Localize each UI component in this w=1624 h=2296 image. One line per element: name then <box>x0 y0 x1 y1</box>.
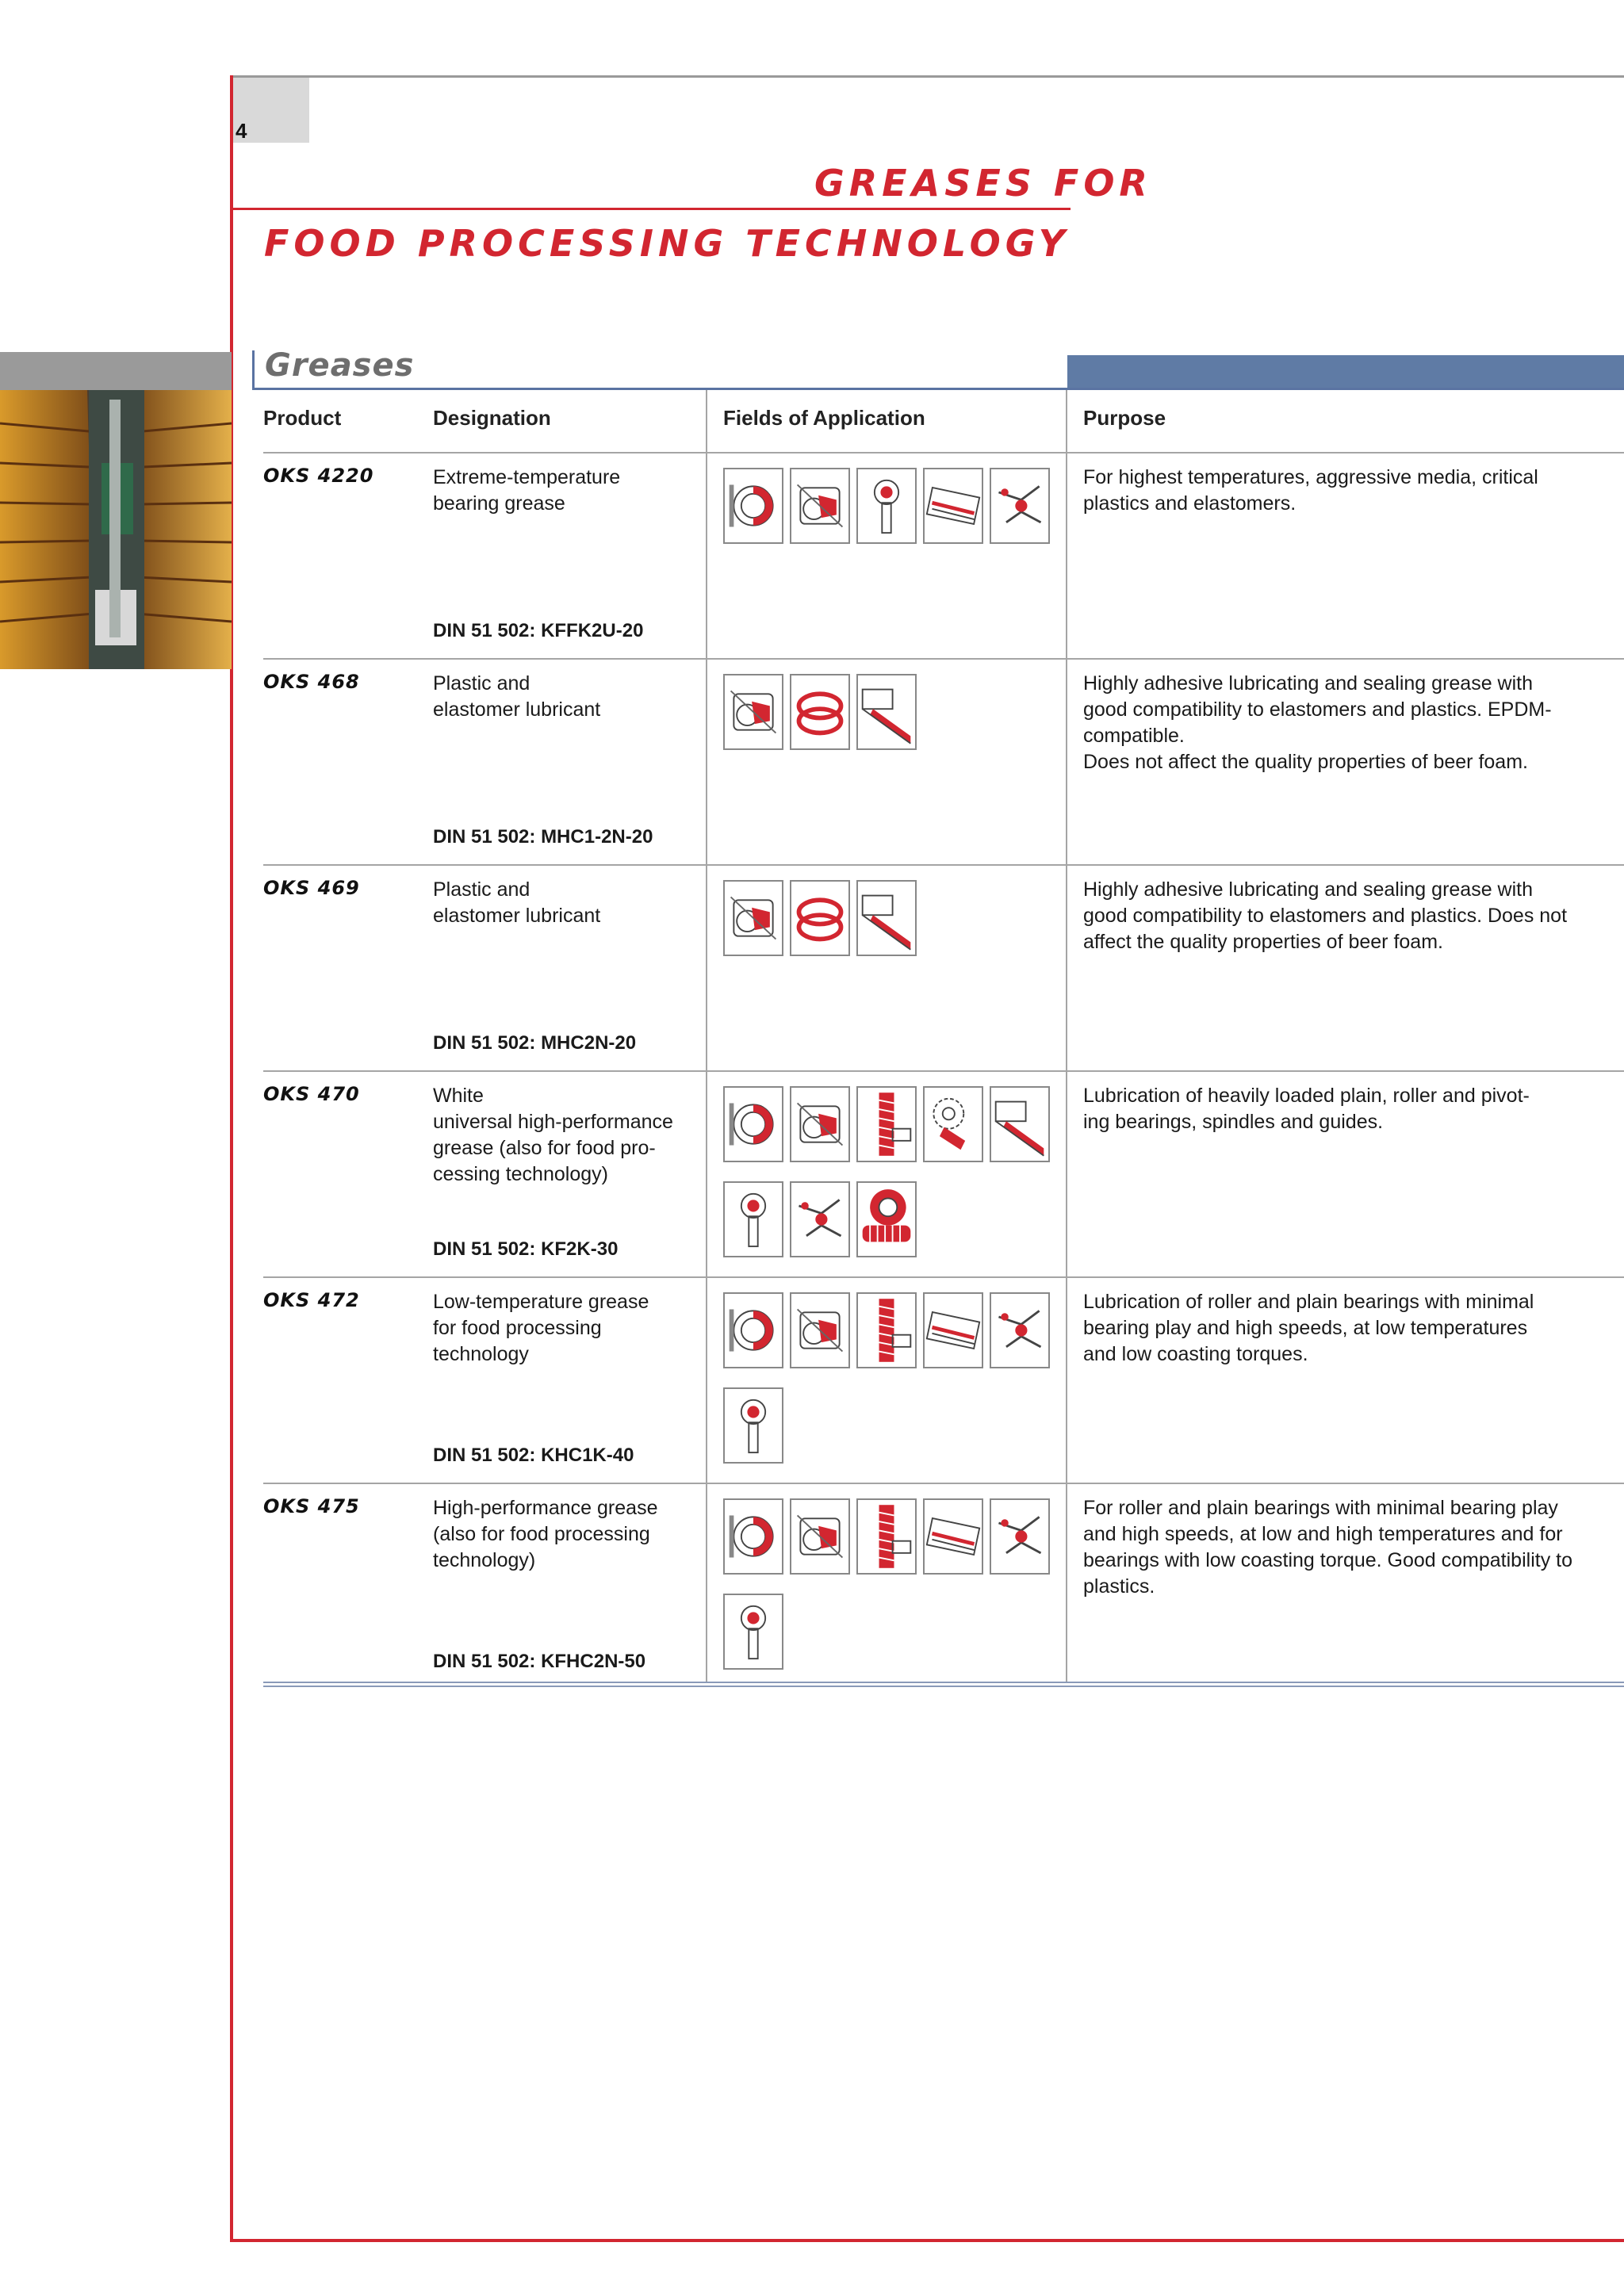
product-name: OKS 469 <box>263 877 360 899</box>
product-designation: Plastic and elastomer lubricant <box>433 672 601 721</box>
product-designation: White universal high-performance grease (also for food pro- cessing technology) <box>433 1085 673 1185</box>
rod-end-icon <box>723 1594 783 1670</box>
warehouse-photo <box>0 352 232 669</box>
joint-icon <box>790 1181 850 1257</box>
table-row <box>263 658 1624 864</box>
product-name: OKS 470 <box>263 1083 360 1105</box>
section-title: Greases <box>265 347 415 384</box>
din-code: DIN 51 502: KHC1K-40 <box>433 1445 634 1466</box>
plain-bearing-icon <box>790 1292 850 1368</box>
din-code: DIN 51 502: KFHC2N-50 <box>433 1651 646 1672</box>
spindle-icon <box>856 1292 917 1368</box>
worm-gear-icon <box>856 1181 917 1257</box>
o-ring-icon <box>790 880 850 956</box>
header-purpose: Purpose <box>1083 406 1166 430</box>
chain-icon <box>923 468 983 544</box>
product-purpose: Highly adhesive lubricating and sealing grease with good compatibility to elastomers and plastics. EPDM- compatible. Does not affect the quality properties of beer foam. <box>1083 672 1552 773</box>
din-code: DIN 51 502: MHC1-2N-20 <box>433 826 653 848</box>
greases-table <box>263 390 1624 1682</box>
chain-icon <box>923 1292 983 1368</box>
header-fields: Fields of Application <box>723 406 925 430</box>
product-designation: Low-temperature grease for food processing technology <box>433 1291 649 1365</box>
product-designation: Plastic and elastomer lubricant <box>433 878 601 927</box>
roller-bearing-icon <box>723 468 783 544</box>
product-name: OKS 472 <box>263 1289 360 1311</box>
product-name: OKS 475 <box>263 1495 360 1517</box>
product-purpose: For roller and plain bearings with minimal bearing play and high speeds, at low and high temperatures and for bearings with low coasting torque. Good compatibility to plastics. <box>1083 1497 1572 1598</box>
header-designation: Designation <box>433 406 551 430</box>
table-row <box>263 1483 1624 1689</box>
gear-icon <box>923 1086 983 1162</box>
plain-bearing-icon <box>790 468 850 544</box>
header-product: Product <box>263 406 342 430</box>
rod-end-icon <box>723 1181 783 1257</box>
rod-end-icon <box>723 1387 783 1464</box>
top-rule <box>232 75 1624 78</box>
table-row <box>263 1276 1624 1483</box>
roller-bearing-icon <box>723 1292 783 1368</box>
page-title-line2: FOOD PROCESSING TECHNOLOGY <box>264 222 1070 265</box>
slide-guide-icon <box>856 674 917 750</box>
plain-bearing-icon <box>723 880 783 956</box>
product-purpose: Highly adhesive lubricating and sealing grease with good compatibility to elastomers and plastics. Does not affect the quality properties of beer foam. <box>1083 878 1568 953</box>
table-row <box>263 452 1624 658</box>
plain-bearing-icon <box>790 1498 850 1575</box>
joint-icon <box>990 468 1050 544</box>
chain-icon <box>923 1498 983 1575</box>
table-bottom-rule <box>263 1682 1624 1683</box>
product-designation: Extreme-temperature bearing grease <box>433 466 621 515</box>
spindle-icon <box>856 1086 917 1162</box>
joint-icon <box>990 1498 1050 1575</box>
din-code: DIN 51 502: MHC2N-20 <box>433 1032 637 1054</box>
product-name: OKS 468 <box>263 671 360 693</box>
table-row <box>263 864 1624 1070</box>
section-header-bar <box>1067 355 1624 390</box>
o-ring-icon <box>790 674 850 750</box>
table-row <box>263 1070 1624 1276</box>
section-left-rule <box>252 350 255 390</box>
slide-guide-icon <box>856 880 917 956</box>
page-title-line1: GREASES FOR <box>814 162 1152 205</box>
table-bottom-rule-2 <box>263 1686 1624 1687</box>
spindle-icon <box>856 1498 917 1575</box>
joint-icon <box>990 1292 1050 1368</box>
roller-bearing-icon <box>723 1086 783 1162</box>
slide-guide-icon <box>990 1086 1050 1162</box>
plain-bearing-icon <box>723 674 783 750</box>
roller-bearing-icon <box>723 1498 783 1575</box>
product-purpose: Lubrication of heavily loaded plain, roller and pivot- ing bearings, spindles and guides. <box>1083 1085 1530 1133</box>
bottom-border <box>230 2239 1624 2242</box>
product-name: OKS 4220 <box>263 465 374 487</box>
rod-end-icon <box>856 468 917 544</box>
product-purpose: For highest temperatures, aggressive media, critical plastics and elastomers. <box>1083 466 1538 515</box>
plain-bearing-icon <box>790 1086 850 1162</box>
page-number: 4 <box>236 119 247 143</box>
title-underline <box>233 208 1071 210</box>
din-code: DIN 51 502: KF2K-30 <box>433 1238 619 1260</box>
din-code: DIN 51 502: KFFK2U-20 <box>433 620 644 641</box>
product-designation: High-performance grease (also for food processing technology) <box>433 1497 658 1571</box>
product-purpose: Lubrication of roller and plain bearings with minimal bearing play and high speeds, at low temperatures and low coasting torques. <box>1083 1291 1534 1365</box>
